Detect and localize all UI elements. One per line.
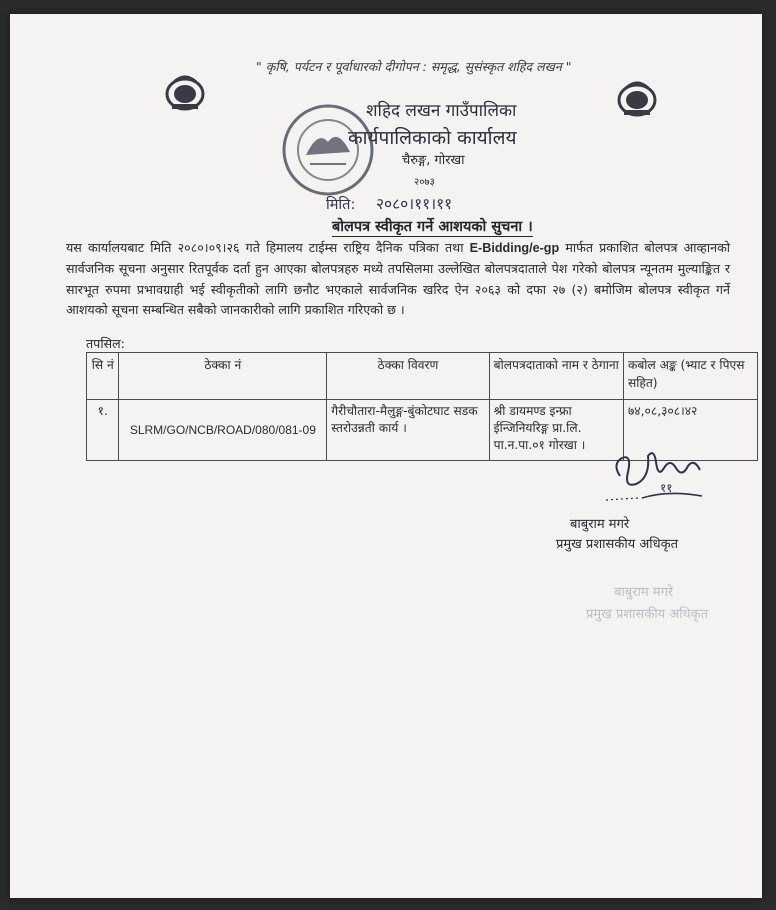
col-header-contract-desc: ठेक्का विवरण (327, 353, 489, 400)
table-header-row (87, 353, 758, 400)
notice-body-part2: मार्फत प्रकाशित बोलपत्र आव्हानको सार्वजनिक सूचना अनुसार रितपूर्वक दर्ता हुन आएका बोलपत्रहरु मध्ये तपसिलमा उल्लेखित बोलपत्रदाताले पेश गरेको बोलपत्र न्यूनतम मुल्याङ्कित र सारभूत रुपमा प्रभावग्राही भई स्वीकृतीको लागि छनौट भएकाले सार्वजनिक खरिद ऐन २०६३ को दफा २७ (२) बमोजिम बोलपत्र स्वीकृत गर्ने आशयको सूचना सम्बन्धित सबैको जानकारीको लागि प्रकाशित गरिएको छ । (66, 240, 731, 318)
col-header-amount: कबोल अङ्क (भ्याट र पिएस सहित) (623, 353, 757, 400)
notice-body-part1: यस कार्यालयबाट मिति २०८०।०९।२६ गते हिमालय टाईम्स राष्ट्रिय दैनिक पत्रिका तथा (66, 240, 470, 255)
gaupalika-name: शहिद लखन गाउँपालिका (366, 101, 517, 121)
col-header-sn: सि नं (87, 353, 119, 400)
faded-stamp-role: प्रमुख प्रशासकीय अधिकृत (586, 607, 709, 622)
cell-sn: १. (87, 400, 119, 461)
col-header-bidder: बोलपत्रदाताको नाम र ठेगाना (489, 353, 623, 400)
date-label: मिति: (326, 197, 356, 213)
date-value: २०८०।११।११ (376, 195, 453, 213)
signatory-name: बाबुराम मगरे (570, 517, 630, 532)
cell-contract-desc: गैरीचौतारा-मैलुङ्ग-बुंकोटघाट सडक स्तरोउन्नती कार्य । (327, 400, 489, 461)
notice-title: बोलपत्र स्वीकृत गर्ने आशयको सुचना । (332, 216, 533, 237)
slogan: " कृषि, पर्यटन र पूर्वाधारको दीगोपन : समृद्ध, सुसंस्कृत शहिद लखन " (256, 59, 572, 74)
seal-year: २०७३ (414, 177, 435, 188)
faded-stamp-name: बाबुराम मगरे (614, 585, 674, 600)
office-title: कार्यपालिकाको कार्यालय (348, 127, 517, 149)
cell-contract-no: SLRM/GO/NCB/ROAD/080/081-09 (119, 400, 327, 461)
cell-bidder: श्री डायमण्ड इन्फ्रा ईन्जिनियरिङ्ग प्रा.लि. पा.न.पा.०१ गोरखा । (489, 400, 623, 461)
nepal-emblem-left-icon (160, 72, 210, 112)
notice-body (66, 238, 730, 321)
nepal-emblem-right-icon (612, 78, 662, 118)
handwritten-signature (598, 438, 708, 514)
notice-page (10, 14, 762, 898)
cell-amount: ७४,०८,३०८।४२ (623, 400, 757, 461)
schedule-label: तपसिल: (86, 336, 125, 351)
notice-body-ebidding: E-Bidding/e-gp (469, 241, 560, 255)
signature-date: ११ (660, 481, 673, 495)
office-address: चैरुङ्ग, गोरखा (402, 153, 465, 168)
office-seal-icon (278, 100, 378, 200)
col-header-contract-no: ठेक्का नं (119, 353, 327, 400)
signatory-role: प्रमुख प्रशासकीय अधिकृत (556, 537, 679, 552)
